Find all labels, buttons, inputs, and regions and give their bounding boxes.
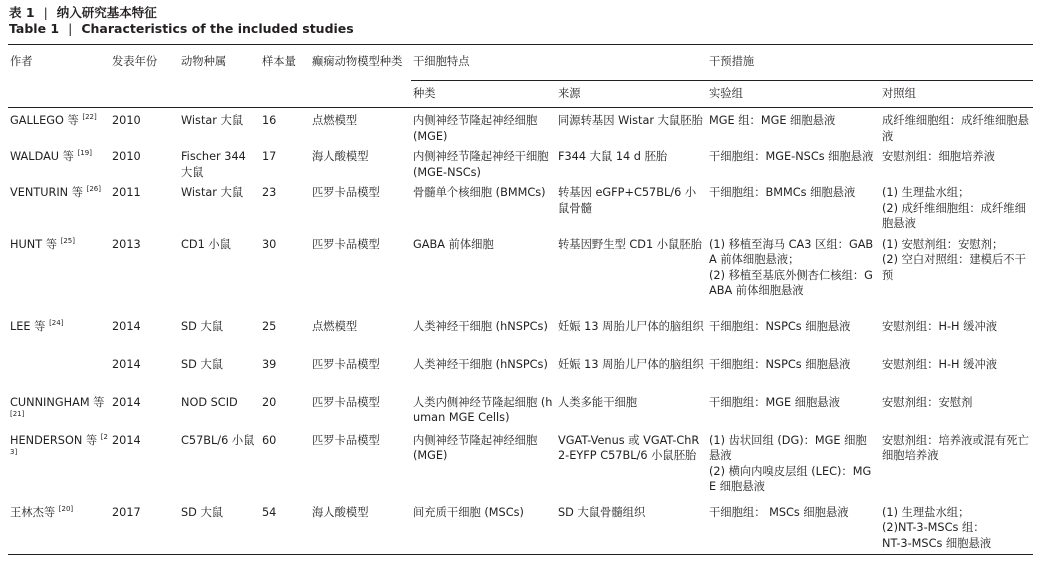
cell-stem-cell-type: 内侧神经节隆起神经细胞 (MGE) [413, 114, 538, 143]
cell-author [8, 428, 110, 500]
cell-species: Fischer 344 大鼠 [181, 150, 246, 179]
reference-number: [26] [86, 185, 101, 193]
cell-experimental-group: 干细胞组：MGE-NSCs 细胞悬液 [709, 150, 874, 163]
reference-number: [22] [82, 113, 97, 121]
author-name: LEE 等 [10, 319, 46, 333]
cell-stem-cell-type: 人类神经干细胞 (hNSPCs) [413, 319, 548, 333]
cell-stem-cell-type: 间充质干细胞 (MSCs) [411, 500, 556, 555]
cell-control-group: 安慰剂组：H-H 缓冲液 [882, 357, 998, 371]
author-name: HENDERSON 等 [10, 433, 98, 447]
header-experimental-group: 实验组 [709, 87, 743, 100]
table-row [8, 180, 1033, 232]
cell-epilepsy-model: 匹罗卡品模型 [312, 395, 380, 409]
header-stem-cell-group: 干细胞特点 [411, 45, 707, 81]
cell-experimental-group: 干细胞组：NSPCs 细胞悬液 [709, 319, 851, 333]
cell-stem-cell-source: 人类多能干细胞 [558, 395, 638, 409]
cell-author [8, 232, 110, 314]
cell-author [8, 180, 110, 232]
cell-control-group: 成纤维细胞组：成纤维细胞悬液 [882, 114, 1029, 143]
cell-sample-size: 16 [262, 114, 277, 127]
table-row [8, 428, 1033, 500]
cell-control-group: (1) 安慰剂组：安慰剂； (2) 空白对照组：建模后不干预 [882, 237, 1026, 282]
cell-species: NOD SCID [181, 395, 238, 409]
cell-species: Wistar 大鼠 [181, 114, 244, 127]
cell-stem-cell-type: 骨髓单个核细胞 (BMMCs) [413, 186, 546, 199]
cell-epilepsy-model: 点燃模型 [312, 114, 358, 127]
header-stem-cell-type: 种类 [413, 87, 436, 100]
cell-stem-cell-type: 内侧神经节隆起神经干细胞 (MGE-NSCs) [413, 150, 549, 179]
cell-stem-cell-type: 内侧神经节隆起神经细胞 (MGE) [413, 433, 538, 462]
cell-epilepsy-model: 海人酸模型 [310, 500, 411, 555]
cell-epilepsy-model: 匹罗卡品模型 [312, 357, 380, 371]
author-name: 王林杰等 [10, 505, 56, 519]
table-label-en: Table 1 [9, 21, 60, 36]
cell-author [8, 144, 110, 180]
table-row [8, 144, 1033, 180]
cell-epilepsy-model: 海人酸模型 [312, 150, 369, 163]
table-row [8, 314, 1033, 352]
cell-author [8, 314, 110, 352]
cell-experimental-group: 干细胞组：NSPCs 细胞悬液 [709, 357, 851, 371]
table-title-cn [9, 3, 157, 21]
cell-year: 2011 [112, 186, 141, 199]
cell-stem-cell-source: F344 大鼠 14 d 胚胎 [558, 150, 668, 163]
cell-control-group: 安慰剂组：细胞培养液 [882, 150, 995, 163]
header-author: 作者 [8, 45, 110, 108]
title-divider: | [68, 21, 73, 36]
author-name: HUNT 等 [10, 237, 58, 251]
title-divider: | [43, 5, 48, 20]
table-caption-cn: 纳入研究基本特征 [56, 5, 157, 20]
reference-number: [20] [58, 504, 74, 513]
cell-year: 2014 [112, 395, 141, 409]
cell-species: SD 大鼠 [181, 357, 224, 371]
cell-stem-cell-source: 妊娠 13 周胎儿尸体的脑组织 [558, 319, 704, 333]
reference-number: [25] [60, 236, 75, 245]
author-name: CUNNINGHAM 等 [10, 395, 105, 409]
cell-species: SD 大鼠 [179, 500, 260, 555]
cell-epilepsy-model: 匹罗卡品模型 [312, 186, 380, 199]
cell-control-group: 安慰剂组：安慰剂 [882, 395, 973, 409]
cell-stem-cell-type: GABA 前体细胞 [413, 237, 494, 251]
cell-author [8, 500, 110, 555]
author-name: VENTURIN 等 [10, 186, 84, 199]
cell-stem-cell-source: VGAT-Venus 或 VGAT-ChR2-EYFP C57BL/6 小鼠胚胎 [558, 433, 700, 462]
table-row [8, 108, 1033, 145]
cell-species: Wistar 大鼠 [181, 186, 244, 199]
cell-year: 2010 [112, 150, 141, 163]
table-header [8, 45, 1033, 108]
cell-stem-cell-source: 转基因 eGFP+C57BL/6 小鼠骨髓 [558, 186, 697, 215]
cell-species: SD 大鼠 [181, 319, 224, 333]
cell-control-group: (1) 生理盐水组； (2)NT-3-MSCs 组： NT-3-MSCs 细胞悬液 [880, 500, 1033, 555]
cell-author [8, 108, 110, 145]
cell-experimental-group: 干细胞组：BMMCs 细胞悬液 [709, 186, 856, 199]
cell-epilepsy-model: 点燃模型 [312, 319, 358, 333]
cell-year: 2014 [112, 319, 141, 333]
cell-stem-cell-source: 转基因野生型 CD1 小鼠胚胎 [558, 237, 702, 251]
header-sample-size: 样本量 [260, 45, 310, 108]
cell-stem-cell-source: 妊娠 13 周胎儿尸体的脑组织 [558, 357, 704, 371]
cell-experimental-group: 干细胞组：MGE 细胞悬液 [709, 395, 840, 409]
table-label-cn: 表 1 [9, 5, 35, 20]
cell-control-group: 安慰剂组：H-H 缓冲液 [882, 319, 998, 333]
cell-experimental-group: MGE 组：MGE 细胞悬液 [709, 114, 836, 127]
table-row [8, 232, 1033, 314]
cell-stem-cell-source: SD 大鼠骨髓组织 [556, 500, 707, 555]
cell-year: 2013 [112, 237, 141, 251]
cell-author [8, 352, 110, 390]
cell-species: C57BL/6 小鼠 [181, 433, 255, 447]
table-caption-en: Characteristics of the included studies [81, 21, 354, 36]
cell-sample-size: 30 [262, 237, 277, 251]
table-row [8, 352, 1033, 390]
table-row [8, 500, 1033, 555]
cell-experimental-group: 干细胞组： MSCs 细胞悬液 [707, 500, 880, 555]
header-epilepsy-model: 癫痫动物模型种类 [310, 45, 411, 108]
reference-number: [24] [49, 318, 64, 327]
header-species: 动物种属 [179, 45, 260, 108]
cell-year: 2014 [112, 433, 141, 447]
cell-year: 2014 [112, 357, 141, 371]
characteristics-table [8, 44, 1033, 555]
author-name: GALLEGO 等 [10, 114, 79, 127]
cell-sample-size: 39 [262, 357, 277, 371]
header-stem-cell-source: 来源 [558, 87, 581, 100]
cell-species: CD1 小鼠 [181, 237, 231, 251]
author-name: WALDAU 等 [10, 150, 74, 163]
cell-epilepsy-model: 匹罗卡品模型 [312, 237, 380, 251]
cell-sample-size: 54 [260, 500, 310, 555]
cell-sample-size: 60 [262, 433, 277, 447]
reference-number: [19] [77, 149, 92, 157]
cell-experimental-group: (1) 移植至海马 CA3 区组：GABA 前体细胞悬液； (2) 移植至基底外侧杏仁核组：GABA 前体细胞悬液 [709, 237, 874, 297]
cell-stem-cell-type: 人类内侧神经节隆起细胞 (human MGE Cells) [413, 395, 553, 424]
cell-sample-size: 20 [262, 395, 277, 409]
cell-control-group: (1) 生理盐水组； (2) 成纤维细胞组：成纤维细胞悬液 [882, 186, 1026, 230]
header-year: 发表年份 [110, 45, 179, 108]
cell-sample-size: 25 [262, 319, 277, 333]
cell-year: 2017 [110, 500, 179, 555]
reference-number: [23] [10, 432, 108, 456]
cell-epilepsy-model: 匹罗卡品模型 [312, 433, 380, 447]
cell-year: 2010 [112, 114, 141, 127]
cell-sample-size: 23 [262, 186, 277, 199]
cell-experimental-group: (1) 齿状回组 (DG)：MGE 细胞悬液 (2) 横向内嗅皮层组 (LEC)：MGE 细胞悬液 [709, 433, 872, 493]
cell-sample-size: 17 [262, 150, 277, 163]
cell-stem-cell-source: 同源转基因 Wistar 大鼠胚胎 [558, 114, 703, 127]
cell-control-group: 安慰剂组：培养液或混有死亡细胞培养液 [882, 433, 1029, 462]
table-body [8, 108, 1033, 555]
reference-number: [21] [10, 410, 25, 418]
table-row [8, 390, 1033, 428]
cell-author [8, 390, 110, 428]
cell-stem-cell-type: 人类神经干细胞 (hNSPCs) [413, 357, 548, 371]
header-control-group: 对照组 [882, 87, 916, 100]
table-title-en [9, 21, 354, 36]
header-intervention-group: 干预措施 [707, 45, 1033, 81]
